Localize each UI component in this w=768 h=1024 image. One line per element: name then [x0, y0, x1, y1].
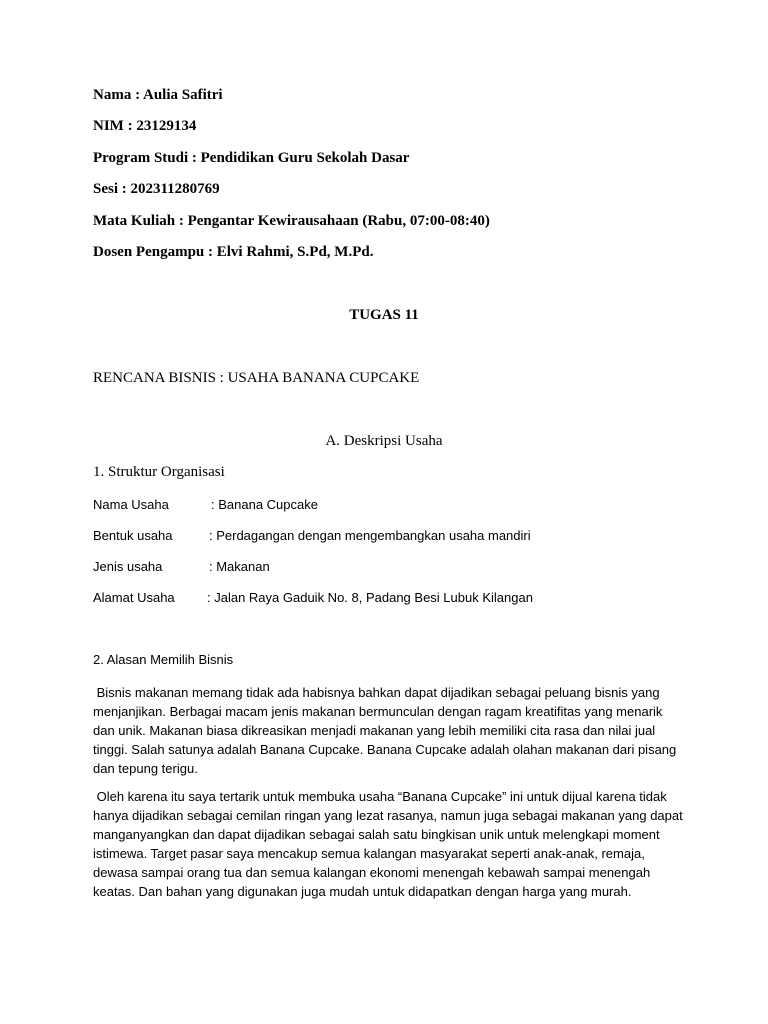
- paragraph-line: keatas. Dan bahan yang digunakan juga mudah untuk didapatkan dengan harga yang murah.: [93, 884, 632, 899]
- course: Mata Kuliah : Pengantar Kewirausahaan (Rabu, 07:00-08:40): [93, 213, 490, 229]
- student-nim: NIM : 23129134: [93, 118, 197, 134]
- paragraph-line: istimewa. Target pasar saya mencakup semua kalangan masyarakat seperti anak-anak, remaja,: [93, 846, 645, 861]
- paragraph-alasan-1: [93, 683, 683, 778]
- field-value-jenis-usaha: : Makanan: [209, 559, 270, 574]
- session: Sesi : 202311280769: [93, 181, 220, 197]
- study-program: Program Studi : Pendidikan Guru Sekolah Dasar: [93, 150, 410, 166]
- paragraph-line: Bisnis makanan memang tidak ada habisnya bahkan dapat dijadikan sebagai peluang bisnis yang: [93, 685, 660, 700]
- field-label-nama-usaha: Nama Usaha: [93, 497, 169, 512]
- lecturer: Dosen Pengampu : Elvi Rahmi, S.Pd, M.Pd.: [93, 244, 374, 260]
- field-label-bentuk-usaha: Bentuk usaha: [93, 528, 173, 543]
- paragraph-line: dan unik. Makanan biasa dikreasikan menjadi makanan yang lebih memiliki cita rasa dan nilai jual: [93, 723, 656, 738]
- field-label-alamat-usaha: Alamat Usaha: [93, 590, 175, 605]
- paragraph-line: Oleh karena itu saya tertarik untuk membuka usaha “Banana Cupcake” ini untuk dijual karena tidak: [93, 789, 667, 804]
- field-value-bentuk-usaha: : Perdagangan dengan mengembangkan usaha mandiri: [209, 528, 531, 543]
- section-heading-a: A. Deskripsi Usaha: [325, 433, 443, 449]
- field-value-alamat-usaha: : Jalan Raya Gaduik No. 8, Padang Besi Lubuk Kilangan: [207, 590, 533, 605]
- student-name: Nama : Aulia Safitri: [93, 87, 223, 103]
- paragraph-line: tinggi. Salah satunya adalah Banana Cupcake. Banana Cupcake adalah olahan makanan dari pisang: [93, 742, 677, 757]
- paragraph-alasan-2: [93, 787, 683, 901]
- paragraph-line: dan tepung terigu.: [93, 761, 198, 776]
- field-label-jenis-usaha: Jenis usaha: [93, 559, 163, 574]
- subsection-heading-alasan: 2. Alasan Memilih Bisnis: [93, 652, 234, 667]
- field-value-nama-usaha: : Banana Cupcake: [211, 497, 318, 512]
- document-subtitle: RENCANA BISNIS : USAHA BANANA CUPCAKE: [93, 370, 420, 386]
- paragraph-line: hanya dijadikan sebagai cemilan ringan yang lezat rasanya, namun juga sebagai makanan yang dapat: [93, 808, 683, 823]
- paragraph-line: manganyangkan dan dapat dijadikan sebagai salah satu bingkisan unik untuk melengkapi moment: [93, 827, 660, 842]
- paragraph-line: dewasa sampai orang tua dan semua kalangan ekonomi menengah kebawah sampai menengah: [93, 865, 651, 880]
- paragraph-line: menjanjikan. Berbagai macam jenis makanan bermunculan dengan ragam kreatifitas yang menarik: [93, 704, 663, 719]
- subsection-heading-struktur: 1. Struktur Organisasi: [93, 464, 225, 480]
- page-title: TUGAS 11: [349, 307, 419, 323]
